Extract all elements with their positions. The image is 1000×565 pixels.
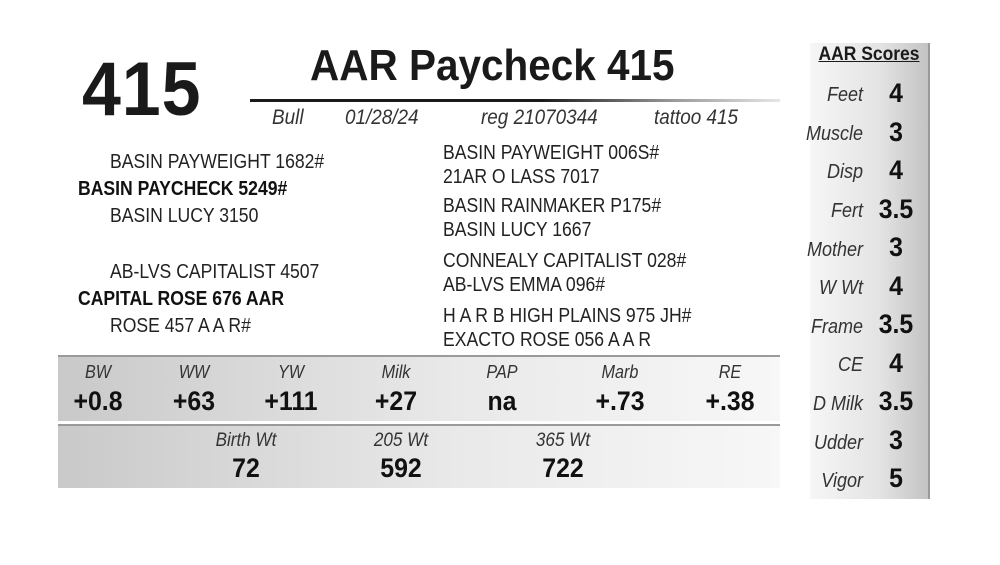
score-label-feet: Feet <box>826 84 863 106</box>
score-value-feet: 4 <box>889 78 903 108</box>
weight-value-365: 722 <box>542 453 584 483</box>
pedigree-dam-dam: ROSE 457 A A R# <box>110 315 251 337</box>
epd-label-marb: Marb <box>601 362 639 382</box>
score-label-w-wt: W Wt <box>819 277 863 299</box>
pedigree-dam-sire-dam: AB-LVS EMMA 096# <box>443 274 606 296</box>
pedigree-sire-dam-sire: BASIN RAINMAKER P175# <box>443 195 662 217</box>
tattoo: tattoo 415 <box>654 106 739 129</box>
animal-name: AAR Paycheck 415 <box>310 41 675 90</box>
pedigree-dam-dam-sire: H A R B HIGH PLAINS 975 JH# <box>443 305 692 327</box>
epd-label-bw: BW <box>84 362 112 382</box>
score-label-muscle: Muscle <box>805 123 863 145</box>
epd-value-yw: +111 <box>264 386 318 416</box>
birth-date: 01/28/24 <box>345 106 419 129</box>
lot-number: 415 <box>82 47 202 132</box>
epd-value-bw: +0.8 <box>73 386 123 416</box>
epd-value-pap: na <box>487 386 517 416</box>
score-value-vigor: 5 <box>889 463 903 493</box>
pedigree-sire-sire-sire: BASIN PAYWEIGHT 006S# <box>443 142 660 164</box>
epd-value-marb: +.73 <box>595 386 645 416</box>
epd-label-yw: YW <box>277 362 305 382</box>
score-value-mother: 3 <box>889 232 903 262</box>
score-label-udder: Udder <box>813 432 863 454</box>
sex-label: Bull <box>272 106 304 129</box>
epd-label-ww: WW <box>178 362 210 382</box>
pedigree-sire-dam-dam: BASIN LUCY 1667 <box>443 219 592 241</box>
score-label-frame: Frame <box>810 316 863 338</box>
title-underline <box>250 99 780 102</box>
registration-number: reg 21070344 <box>481 106 598 129</box>
score-value-disp: 4 <box>889 155 903 185</box>
weight-label-205: 205 Wt <box>373 430 429 451</box>
pedigree-dam-sire-sire: CONNEALY CAPITALIST 028# <box>443 250 687 272</box>
epd-label-pap: PAP <box>486 362 518 382</box>
weight-label-birth: Birth Wt <box>215 430 277 451</box>
score-value-muscle: 3 <box>889 117 903 147</box>
pedigree-sire-dam: BASIN LUCY 3150 <box>110 205 259 227</box>
score-label-ce: CE <box>837 354 863 376</box>
score-label-vigor: Vigor <box>821 470 863 492</box>
epd-value-re: +.38 <box>705 386 755 416</box>
epd-value-ww: +63 <box>172 386 216 416</box>
pedigree-sire-sire-dam: 21AR O LASS 7017 <box>443 166 600 188</box>
epd-value-milk: +27 <box>374 386 418 416</box>
score-label-d-milk: D Milk <box>813 393 863 415</box>
epd-label-milk: Milk <box>381 362 411 382</box>
score-value-ce: 4 <box>889 348 903 378</box>
score-value-frame: 3.5 <box>878 309 914 339</box>
score-value-d-milk: 3.5 <box>878 386 914 416</box>
score-label-fert: Fert <box>830 200 863 222</box>
weight-value-birth: 72 <box>232 453 260 483</box>
score-label-mother: Mother <box>806 239 863 261</box>
score-value-w-wt: 4 <box>889 271 903 301</box>
score-value-udder: 3 <box>889 425 903 455</box>
pedigree-sire-sire: BASIN PAYWEIGHT 1682# <box>110 151 325 173</box>
pedigree-dam: CAPITAL ROSE 676 AAR <box>78 288 285 310</box>
pedigree-dam-dam-dam: EXACTO ROSE 056 A A R <box>443 329 652 351</box>
pedigree-sire: BASIN PAYCHECK 5249# <box>78 178 288 200</box>
pedigree-dam-sire: AB-LVS CAPITALIST 4507 <box>110 261 320 283</box>
score-value-fert: 3.5 <box>878 194 914 224</box>
scores-title: AAR Scores <box>818 44 920 65</box>
score-label-disp: Disp <box>826 161 863 183</box>
epd-label-re: RE <box>718 362 742 382</box>
weight-label-365: 365 Wt <box>535 430 591 451</box>
weight-value-205: 592 <box>380 453 422 483</box>
